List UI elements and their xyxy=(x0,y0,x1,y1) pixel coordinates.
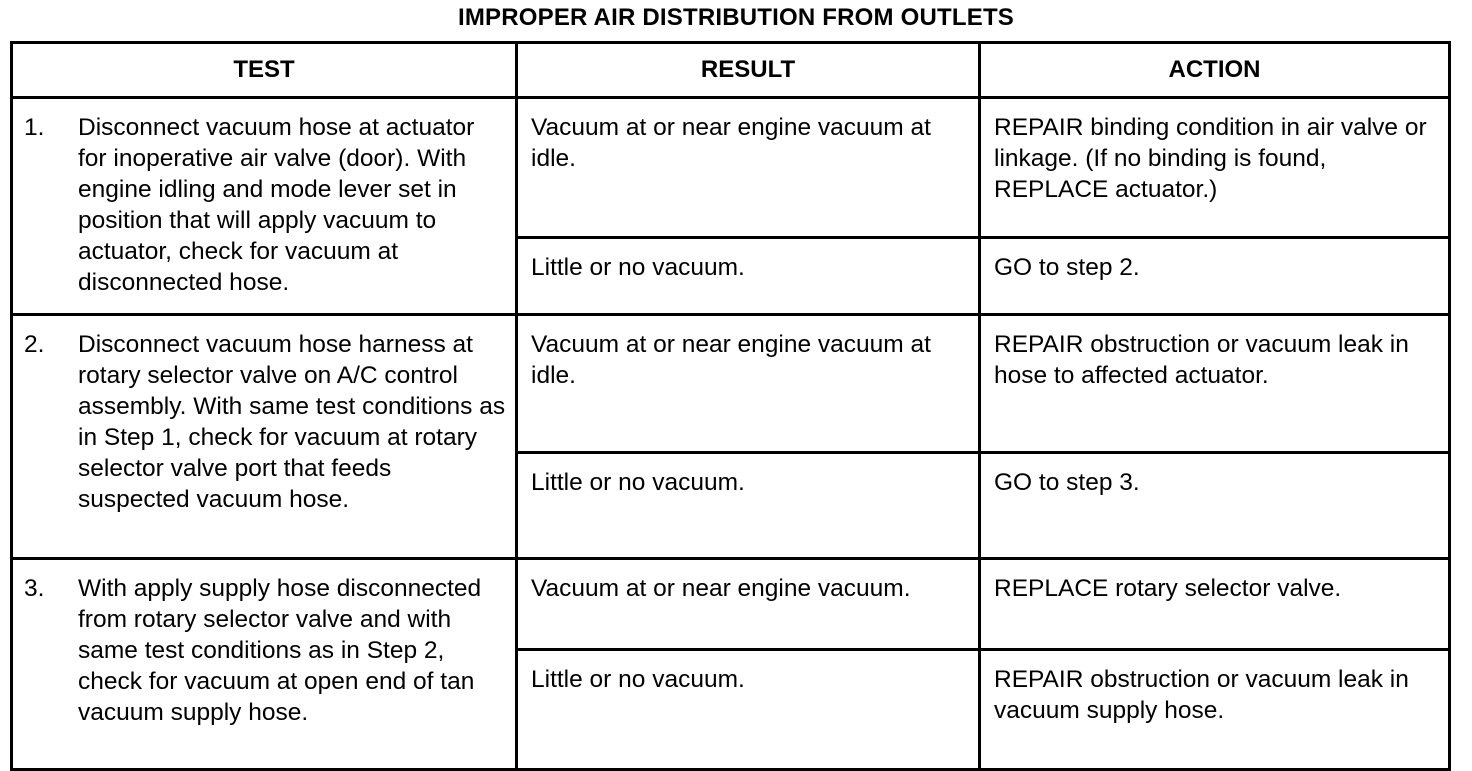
result-cell: Vacuum at or near engine vacuum. xyxy=(517,559,980,650)
step-number: 3. xyxy=(24,575,45,602)
header-row xyxy=(12,43,1450,98)
result-cell: Little or no vacuum. xyxy=(517,650,980,770)
action-cell: GO to step 3. xyxy=(980,453,1450,559)
result-cell: Little or no vacuum. xyxy=(517,453,980,559)
test-text: With apply supply hose disconnected from rotary selector valve and with same test conditions as in Step 2, check for vacuum at open end of tan vacuum supply hose. xyxy=(78,575,482,726)
action-cell: REPAIR obstruction or vacuum leak in hose to affected actuator. xyxy=(980,315,1450,453)
step-number: 1. xyxy=(24,114,45,141)
test-cell-step-1 xyxy=(12,98,517,315)
result-cell: Vacuum at or near engine vacuum at idle. xyxy=(517,315,980,453)
header-result: RESULT xyxy=(517,43,980,98)
result-cell: Vacuum at or near engine vacuum at idle. xyxy=(517,98,980,238)
action-cell: REPAIR binding condition in air valve or linkage. (If no binding is found, REPLACE actuator.) xyxy=(980,98,1450,238)
test-text: Disconnect vacuum hose at actuator for inoperative air valve (door). With engine idling and mode lever set in position that will apply vacuum to actuator, check for vacuum at disconnected hose. xyxy=(78,114,475,296)
table-row xyxy=(12,315,1450,453)
result-cell: Little or no vacuum. xyxy=(517,238,980,315)
step-number: 2. xyxy=(24,331,45,358)
header-test: TEST xyxy=(12,43,517,98)
test-cell-step-3 xyxy=(12,559,517,770)
action-cell: GO to step 2. xyxy=(980,238,1450,315)
page-title: IMPROPER AIR DISTRIBUTION FROM OUTLETS xyxy=(457,4,1015,31)
test-text: Disconnect vacuum hose harness at rotary selector valve on A/C control assembly. With same test conditions as in Step 1, check for vacuum at rotary selector valve port that feeds suspected vacuum hose. xyxy=(78,331,506,513)
action-cell: REPLACE rotary selector valve. xyxy=(980,559,1450,650)
table-row xyxy=(12,559,1450,650)
test-cell-step-2 xyxy=(12,315,517,559)
action-cell: REPAIR obstruction or vacuum leak in vacuum supply hose. xyxy=(980,650,1450,770)
header-action: ACTION xyxy=(980,43,1450,98)
diagnostic-table xyxy=(10,41,1451,771)
table-row xyxy=(12,98,1450,238)
